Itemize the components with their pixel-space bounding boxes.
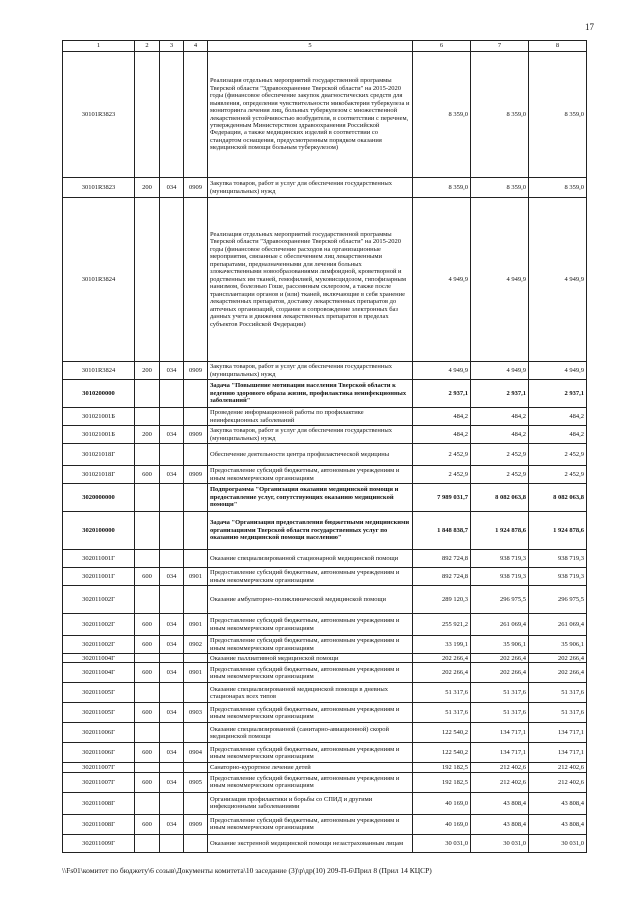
row-value-year2-cell: 134 717,1 — [471, 743, 529, 763]
row-value-year3-cell: 212 402,6 — [529, 763, 587, 772]
row-code-cell: 3010200000 — [63, 380, 135, 408]
row-value-year3-cell: 261 069,4 — [529, 614, 587, 636]
row-value-year2-cell: 202 266,4 — [471, 663, 529, 683]
row-section-cell — [184, 792, 208, 814]
row-expense-type-cell: 600 — [135, 614, 160, 636]
row-value-year2-cell: 43 808,4 — [471, 814, 529, 834]
row-section-cell — [184, 834, 208, 852]
row-description-cell: Предоставление субсидий бюджетным, автономным учреждениям и иным некоммерческим организациям — [208, 636, 413, 654]
row-value-year2-cell: 202 266,4 — [471, 654, 529, 663]
row-description-cell: Предоставление субсидий бюджетным, автономным учреждениям и иным некоммерческим организациям — [208, 466, 413, 484]
row-code-cell: 302011007Г — [63, 772, 135, 792]
row-description-cell: Предоставление субсидий бюджетным, автономным учреждениям и иным некоммерческим организациям — [208, 743, 413, 763]
row-section-cell: 0909 — [184, 362, 208, 380]
row-admin-cell — [160, 723, 184, 743]
row-value-year2-cell: 212 402,6 — [471, 763, 529, 772]
row-description-cell: Подпрограмма "Организация оказания медицинской помощи и предоставление услуг, сопутствующих оказанию медицинской помощи" — [208, 484, 413, 512]
row-section-cell: 0909 — [184, 814, 208, 834]
row-section-cell — [184, 198, 208, 362]
table-row — [63, 586, 587, 614]
row-value-year3-cell: 134 717,1 — [529, 723, 587, 743]
row-admin-cell — [160, 586, 184, 614]
row-code-cell: 302011001Г — [63, 550, 135, 568]
row-value-year3-cell: 484,2 — [529, 408, 587, 426]
row-admin-cell — [160, 52, 184, 178]
row-section-cell: 0909 — [184, 178, 208, 198]
table-row — [63, 466, 587, 484]
row-value-year1-cell: 892 724,8 — [413, 568, 471, 586]
row-value-year3-cell: 202 266,4 — [529, 663, 587, 683]
row-section-cell: 0904 — [184, 743, 208, 763]
row-expense-type-cell — [135, 380, 160, 408]
row-section-cell — [184, 763, 208, 772]
table-row — [63, 723, 587, 743]
table-row — [63, 408, 587, 426]
row-code-cell: 302011006Г — [63, 743, 135, 763]
row-description-cell: Организация профилактики и борьбы со СПИД и другими инфекционными заболеваниями — [208, 792, 413, 814]
row-description-cell: Оказание специализированной стационарной медицинской помощи — [208, 550, 413, 568]
row-admin-cell: 034 — [160, 703, 184, 723]
column-header: 5 — [208, 41, 413, 52]
row-code-cell: 302011004Г — [63, 654, 135, 663]
row-code-cell: 302011002Г — [63, 586, 135, 614]
row-description-cell: Закупка товаров, работ и услуг для обеспечения государственных (муниципальных) нужд — [208, 362, 413, 380]
row-admin-cell — [160, 198, 184, 362]
row-value-year3-cell: 8 082 063,8 — [529, 484, 587, 512]
row-code-cell: 3020000000 — [63, 484, 135, 512]
row-expense-type-cell — [135, 763, 160, 772]
row-admin-cell — [160, 512, 184, 550]
row-expense-type-cell: 600 — [135, 814, 160, 834]
row-description-cell: Закупка товаров, работ и услуг для обеспечения государственных (муниципальных) нужд — [208, 178, 413, 198]
table-row — [63, 683, 587, 703]
row-value-year2-cell: 2 937,1 — [471, 380, 529, 408]
row-description-cell: Оказание паллиативной медицинской помощи — [208, 654, 413, 663]
row-value-year2-cell: 30 031,0 — [471, 834, 529, 852]
row-code-cell: 302011007Г — [63, 763, 135, 772]
row-expense-type-cell — [135, 550, 160, 568]
row-section-cell — [184, 654, 208, 663]
row-admin-cell — [160, 484, 184, 512]
row-value-year3-cell: 2 452,9 — [529, 466, 587, 484]
row-expense-type-cell — [135, 512, 160, 550]
row-value-year1-cell: 4 949,9 — [413, 198, 471, 362]
row-section-cell: 0901 — [184, 663, 208, 683]
row-expense-type-cell — [135, 792, 160, 814]
row-section-cell — [184, 444, 208, 466]
row-code-cell: 3020100000 — [63, 512, 135, 550]
row-description-cell: Санаторно-курортное лечение детей — [208, 763, 413, 772]
row-admin-cell — [160, 763, 184, 772]
row-expense-type-cell: 200 — [135, 426, 160, 444]
row-value-year3-cell: 8 359,0 — [529, 178, 587, 198]
row-description-cell: Предоставление субсидий бюджетным, автономным учреждениям и иным некоммерческим организациям — [208, 703, 413, 723]
row-value-year3-cell: 51 317,6 — [529, 683, 587, 703]
row-code-cell: 301021001Б — [63, 426, 135, 444]
row-value-year1-cell: 40 169,0 — [413, 792, 471, 814]
row-code-cell: 302011006Г — [63, 723, 135, 743]
row-section-cell — [184, 683, 208, 703]
row-expense-type-cell — [135, 444, 160, 466]
table-row — [63, 198, 587, 362]
row-expense-type-cell: 600 — [135, 743, 160, 763]
row-section-cell — [184, 380, 208, 408]
row-section-cell: 0909 — [184, 426, 208, 444]
row-value-year1-cell: 122 540,2 — [413, 723, 471, 743]
table-row — [63, 362, 587, 380]
row-expense-type-cell — [135, 834, 160, 852]
row-code-cell: 30101R3823 — [63, 178, 135, 198]
row-value-year2-cell: 2 452,9 — [471, 466, 529, 484]
row-value-year1-cell: 289 120,3 — [413, 586, 471, 614]
row-code-cell: 30101R3823 — [63, 52, 135, 178]
table-row — [63, 772, 587, 792]
row-value-year1-cell: 192 182,5 — [413, 763, 471, 772]
row-code-cell: 301021001Б — [63, 408, 135, 426]
row-expense-type-cell: 600 — [135, 663, 160, 683]
row-expense-type-cell — [135, 408, 160, 426]
table-row — [63, 484, 587, 512]
row-value-year1-cell: 484,2 — [413, 426, 471, 444]
row-value-year3-cell: 4 949,9 — [529, 362, 587, 380]
row-value-year2-cell: 8 359,0 — [471, 52, 529, 178]
row-section-cell: 0903 — [184, 703, 208, 723]
row-value-year1-cell: 202 266,4 — [413, 663, 471, 683]
row-expense-type-cell: 600 — [135, 636, 160, 654]
row-admin-cell — [160, 380, 184, 408]
row-description-cell: Обеспечение деятельности центра профилактической медицины — [208, 444, 413, 466]
table-row — [63, 614, 587, 636]
file-path-footer: \\Fs01\комитет по бюджету\6 созыв\Документы комитета\10 заседание (3)\р\др(10) 209-П-6\Прил 8 (Прил 14 КЦСР) — [62, 866, 432, 875]
table-header-row — [63, 41, 587, 52]
row-value-year1-cell: 2 937,1 — [413, 380, 471, 408]
row-value-year2-cell: 1 924 878,6 — [471, 512, 529, 550]
row-admin-cell — [160, 834, 184, 852]
row-description-cell: Предоставление субсидий бюджетным, автономным учреждениям и иным некоммерческим организациям — [208, 663, 413, 683]
row-expense-type-cell: 600 — [135, 703, 160, 723]
row-section-cell — [184, 52, 208, 178]
row-value-year3-cell: 296 975,5 — [529, 586, 587, 614]
page-number: 17 — [585, 22, 594, 32]
table-row — [63, 663, 587, 683]
row-section-cell: 0901 — [184, 614, 208, 636]
table-row — [63, 834, 587, 852]
table-row — [63, 178, 587, 198]
row-expense-type-cell — [135, 586, 160, 614]
row-value-year2-cell: 484,2 — [471, 426, 529, 444]
column-header: 4 — [184, 41, 208, 52]
row-expense-type-cell — [135, 654, 160, 663]
row-section-cell: 0905 — [184, 772, 208, 792]
row-expense-type-cell — [135, 52, 160, 178]
row-code-cell: 301021018Г — [63, 444, 135, 466]
row-description-cell: Реализация отдельных мероприятий государственной программы Тверской области "Здравоохранение Тверской области" на 2015-2020 годы (финансовое обеспечение закупок диагностических средств для выявления, определения чувствительности микобактерии туберкулеза и мониторинга лечения лиц, больных туберкулезом с множественной лекарственной устойчивостью возбудителя, в соответствии с перечнем, утвержденным Министерством здравоохранения Российской Федерации, а также медицинских изделий в соответствии со стандартом оснащения, предусмотренным порядком оказания медицинской помощи больным туберкулезом) — [208, 52, 413, 178]
table-row — [63, 444, 587, 466]
row-section-cell: 0901 — [184, 568, 208, 586]
row-expense-type-cell: 600 — [135, 568, 160, 586]
row-value-year1-cell: 192 182,5 — [413, 772, 471, 792]
row-code-cell: 302011002Г — [63, 636, 135, 654]
row-value-year3-cell: 43 808,4 — [529, 814, 587, 834]
table-row — [63, 550, 587, 568]
row-value-year3-cell: 8 359,0 — [529, 52, 587, 178]
row-value-year2-cell: 43 808,4 — [471, 792, 529, 814]
row-description-cell: Проведение информационной работы по профилактике неинфекционных заболеваний — [208, 408, 413, 426]
row-admin-cell — [160, 792, 184, 814]
budget-table — [62, 40, 587, 853]
row-value-year2-cell: 938 719,3 — [471, 568, 529, 586]
row-value-year2-cell: 51 317,6 — [471, 703, 529, 723]
row-value-year1-cell: 51 317,6 — [413, 703, 471, 723]
row-value-year3-cell: 938 719,3 — [529, 550, 587, 568]
column-header: 3 — [160, 41, 184, 52]
row-admin-cell — [160, 683, 184, 703]
row-code-cell: 302011004Г — [63, 663, 135, 683]
row-value-year3-cell: 51 317,6 — [529, 703, 587, 723]
table-row — [63, 52, 587, 178]
row-value-year2-cell: 261 069,4 — [471, 614, 529, 636]
row-value-year3-cell: 938 719,3 — [529, 568, 587, 586]
row-value-year1-cell: 4 949,9 — [413, 362, 471, 380]
row-value-year3-cell: 4 949,9 — [529, 198, 587, 362]
row-value-year3-cell: 484,2 — [529, 426, 587, 444]
row-expense-type-cell — [135, 198, 160, 362]
table-row — [63, 380, 587, 408]
column-header: 6 — [413, 41, 471, 52]
row-section-cell — [184, 484, 208, 512]
row-description-cell: Оказание амбулаторно-поликлинической медицинской помощи — [208, 586, 413, 614]
row-expense-type-cell — [135, 723, 160, 743]
row-description-cell: Предоставление субсидий бюджетным, автономным учреждениям и иным некоммерческим организациям — [208, 568, 413, 586]
row-code-cell: 302011008Г — [63, 792, 135, 814]
table-row — [63, 636, 587, 654]
row-value-year2-cell: 4 949,9 — [471, 362, 529, 380]
row-value-year3-cell: 43 808,4 — [529, 792, 587, 814]
row-value-year1-cell: 1 848 838,7 — [413, 512, 471, 550]
row-value-year1-cell: 7 989 031,7 — [413, 484, 471, 512]
row-admin-cell: 034 — [160, 743, 184, 763]
row-value-year2-cell: 134 717,1 — [471, 723, 529, 743]
table-row — [63, 792, 587, 814]
row-value-year3-cell: 212 402,6 — [529, 772, 587, 792]
row-value-year1-cell: 30 031,0 — [413, 834, 471, 852]
row-description-cell: Задача "Организация предоставления бюджетными медицинскими организациями Тверской области государственных услуг по оказанию медицинской помощи населению" — [208, 512, 413, 550]
table-row — [63, 426, 587, 444]
table-row — [63, 654, 587, 663]
row-value-year2-cell: 212 402,6 — [471, 772, 529, 792]
table-body — [63, 52, 587, 853]
row-value-year2-cell: 51 317,6 — [471, 683, 529, 703]
row-description-cell: Оказание экстренной медицинской помощи незастрахованным лицам — [208, 834, 413, 852]
row-expense-type-cell: 200 — [135, 362, 160, 380]
row-value-year2-cell: 8 082 063,8 — [471, 484, 529, 512]
row-section-cell: 0902 — [184, 636, 208, 654]
row-admin-cell — [160, 444, 184, 466]
row-value-year2-cell: 4 949,9 — [471, 198, 529, 362]
row-description-cell: Задача "Повышение мотивации населения Тверской области к ведению здорового образа жизни, профилактика неинфекционных заболеваний" — [208, 380, 413, 408]
row-admin-cell: 034 — [160, 426, 184, 444]
row-value-year1-cell: 255 921,2 — [413, 614, 471, 636]
row-description-cell: Оказание специализированной (санитарно-авиационной) скорой медицинской помощи — [208, 723, 413, 743]
row-value-year1-cell: 484,2 — [413, 408, 471, 426]
row-admin-cell: 034 — [160, 663, 184, 683]
row-value-year2-cell: 296 975,5 — [471, 586, 529, 614]
column-header: 2 — [135, 41, 160, 52]
row-value-year1-cell: 8 359,0 — [413, 52, 471, 178]
row-section-cell: 0909 — [184, 466, 208, 484]
row-admin-cell: 034 — [160, 636, 184, 654]
row-expense-type-cell: 600 — [135, 466, 160, 484]
row-admin-cell: 034 — [160, 814, 184, 834]
row-value-year3-cell: 134 717,1 — [529, 743, 587, 763]
table-row — [63, 814, 587, 834]
row-section-cell — [184, 723, 208, 743]
column-header: 1 — [63, 41, 135, 52]
row-value-year1-cell: 122 540,2 — [413, 743, 471, 763]
row-code-cell: 302011008Г — [63, 814, 135, 834]
column-header: 7 — [471, 41, 529, 52]
row-code-cell: 302011001Г — [63, 568, 135, 586]
row-value-year1-cell: 2 452,9 — [413, 466, 471, 484]
row-admin-cell: 034 — [160, 772, 184, 792]
row-section-cell — [184, 550, 208, 568]
row-value-year3-cell: 2 452,9 — [529, 444, 587, 466]
row-admin-cell — [160, 550, 184, 568]
row-description-cell: Оказание специализированной медицинской помощи в дневных стационарах всех типов — [208, 683, 413, 703]
row-value-year1-cell: 33 199,1 — [413, 636, 471, 654]
row-description-cell: Закупка товаров, работ и услуг для обеспечения государственных (муниципальных) нужд — [208, 426, 413, 444]
row-value-year2-cell: 35 906,1 — [471, 636, 529, 654]
row-value-year2-cell: 2 452,9 — [471, 444, 529, 466]
row-expense-type-cell — [135, 484, 160, 512]
row-admin-cell — [160, 654, 184, 663]
row-code-cell: 302011005Г — [63, 703, 135, 723]
row-section-cell — [184, 512, 208, 550]
row-description-cell: Предоставление субсидий бюджетным, автономным учреждениям и иным некоммерческим организациям — [208, 814, 413, 834]
row-code-cell: 302011009Г — [63, 834, 135, 852]
row-code-cell: 30101R3824 — [63, 362, 135, 380]
row-value-year1-cell: 892 724,8 — [413, 550, 471, 568]
table-row — [63, 512, 587, 550]
row-admin-cell: 034 — [160, 466, 184, 484]
row-admin-cell: 034 — [160, 568, 184, 586]
row-value-year3-cell: 1 924 878,6 — [529, 512, 587, 550]
row-value-year2-cell: 484,2 — [471, 408, 529, 426]
row-expense-type-cell: 600 — [135, 772, 160, 792]
row-description-cell: Предоставление субсидий бюджетным, автономным учреждениям и иным некоммерческим организациям — [208, 614, 413, 636]
row-admin-cell: 034 — [160, 614, 184, 636]
row-value-year1-cell: 40 169,0 — [413, 814, 471, 834]
row-admin-cell: 034 — [160, 178, 184, 198]
row-expense-type-cell: 200 — [135, 178, 160, 198]
row-code-cell: 30101R3824 — [63, 198, 135, 362]
row-value-year1-cell: 8 359,0 — [413, 178, 471, 198]
row-value-year2-cell: 8 359,0 — [471, 178, 529, 198]
row-value-year2-cell: 938 719,3 — [471, 550, 529, 568]
row-description-cell: Предоставление субсидий бюджетным, автономным учреждениям и иным некоммерческим организациям — [208, 772, 413, 792]
row-section-cell — [184, 586, 208, 614]
row-value-year3-cell: 35 906,1 — [529, 636, 587, 654]
row-admin-cell — [160, 408, 184, 426]
row-code-cell: 302011002Г — [63, 614, 135, 636]
table-row — [63, 703, 587, 723]
row-code-cell: 301021018Г — [63, 466, 135, 484]
table-row — [63, 743, 587, 763]
row-value-year3-cell: 2 937,1 — [529, 380, 587, 408]
row-value-year1-cell: 2 452,9 — [413, 444, 471, 466]
row-section-cell — [184, 408, 208, 426]
row-value-year3-cell: 30 031,0 — [529, 834, 587, 852]
table-row — [63, 763, 587, 772]
row-value-year1-cell: 202 266,4 — [413, 654, 471, 663]
column-header: 8 — [529, 41, 587, 52]
row-code-cell: 302011005Г — [63, 683, 135, 703]
row-value-year3-cell: 202 266,4 — [529, 654, 587, 663]
row-value-year1-cell: 51 317,6 — [413, 683, 471, 703]
row-description-cell: Реализация отдельных мероприятий государственной программы Тверской области "Здравоохранение Тверской области" на 2015-2020 годы (финансовое обеспечение расходов на организационные мероприятия, связанные с обеспечением лиц лекарственными препаратами, предназначенными для лечения больных злокачественными новообразованиями лимфоидной, кроветворной и родственных им тканей, гемофилией, муковисцидозом, гипофизарным нанизмом, болезнью Гоше, рассеянным склерозом, а также после трансплантации органов и (или) тканей, включающие в себя хранение лекарственных препаратов, доставку лекарственных препаратов до аптечных организаций, создание и сопровождение электронных баз данных учета и движения лекарственных препаратов в пределах субъектов Российской Федерации) — [208, 198, 413, 362]
row-admin-cell: 034 — [160, 362, 184, 380]
table-row — [63, 568, 587, 586]
row-expense-type-cell — [135, 683, 160, 703]
